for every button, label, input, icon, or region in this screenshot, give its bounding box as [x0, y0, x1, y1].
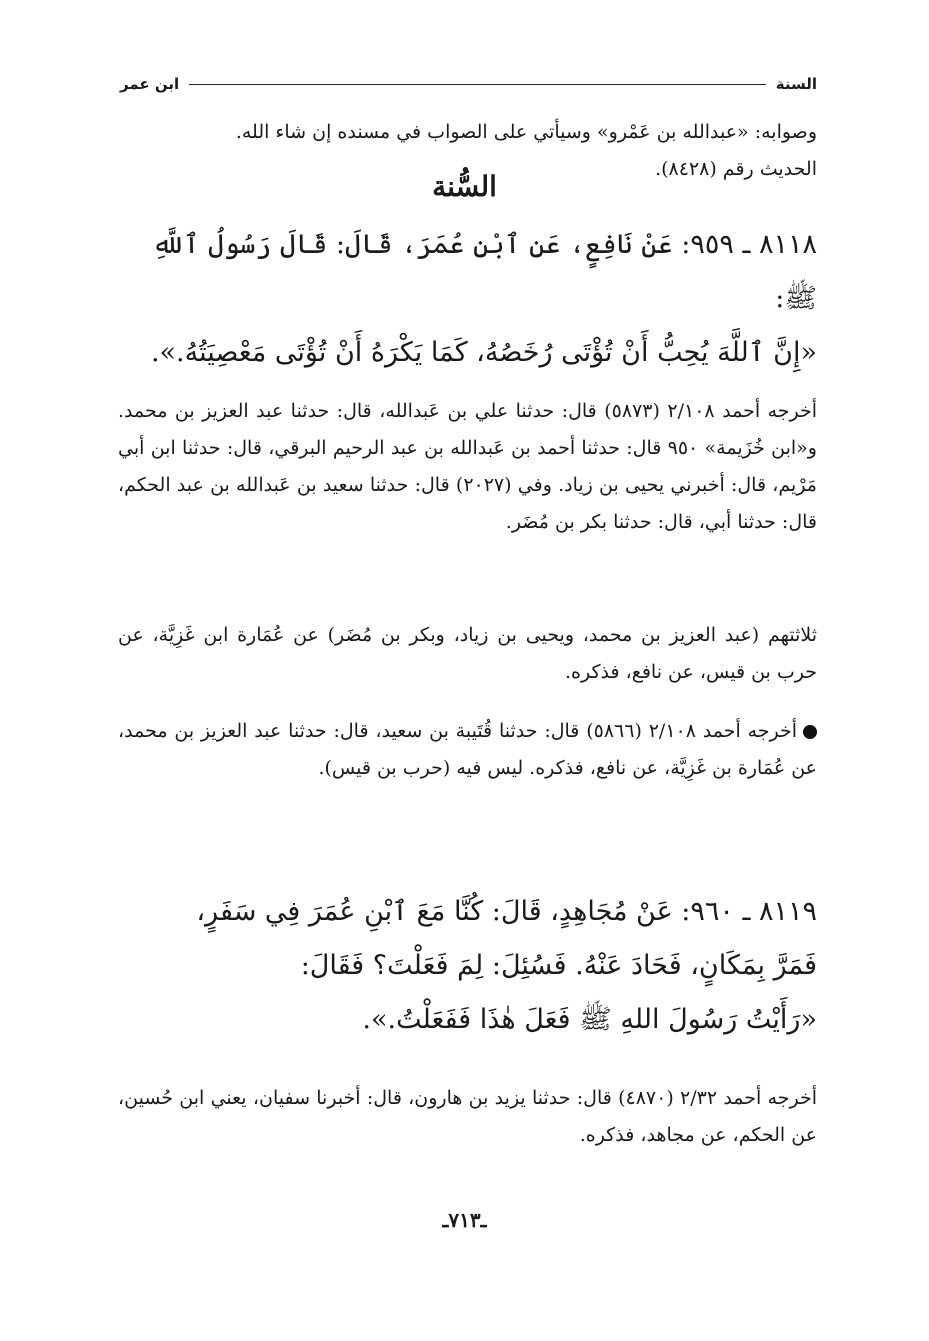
chapter-title: السنة: [775, 75, 817, 93]
page-number: ـ٧١٣ـ: [442, 1208, 487, 1232]
variant-text: أخرجه أحمد ٢/١٠٨ (٥٨٦٦) قال: حدثنا قُتَيبة بن سعيد، قال: حدثنا عبد العزيز بن محمد، عن عُمَارة بن غَزِيَّة، عن نافع، فذكره. ليس فيه (حرب بن قيس).: [118, 720, 817, 779]
intro-line: وصوابه: «عبدالله بن عَمْرو» وسيأتي على الصواب في مسنده إن شاء الله.: [235, 121, 817, 143]
bullet-icon: [803, 725, 817, 739]
intro-line: الحديث رقم (٨٤٢٨).: [655, 158, 817, 180]
hadith-8119: [118, 885, 817, 1047]
narrator-name: ابن عمر: [120, 75, 180, 93]
section-title: السُّنة: [432, 170, 497, 203]
hadith-matn: ٨١١٩ ـ ٩٦٠: عَنْ مُجَاهِدٍ، قَالَ: كُنَّا مَعَ ٱبْنِ عُمَرَ فِي سَفَرٍ،: [196, 896, 817, 927]
hadith-8118: [118, 218, 817, 380]
takhrij-8119: أخرجه أحمد ٢/٣٢ (٤٨٧٠) قال: حدثنا يزيد بن هارون، قال: أخبرنا سفيان، يعني ابن حُسين، عن الحكم، عن مجاهد، فذكره.: [118, 1087, 818, 1146]
hadith-matn: فَمَرَّ بِمَكَانٍ، فَحَادَ عَنْهُ. فَسُئِلَ: لِمَ فَعَلْتَ؟ فَقَالَ:: [300, 950, 817, 981]
hadith-quote: «إِنَّ ٱللَّهَ يُحِبُّ أَنْ تُؤْتَى رُخَصُهُ، كَمَا يَكْرَهُ أَنْ تُؤْتَى مَعْصِيَتُهُ.».: [150, 337, 817, 368]
header-rule: [189, 84, 766, 85]
takhrij-8118: أخرجه أحمد ٢/١٠٨ (٥٨٧٣) قال: حدثنا علي بن عَبدالله، قال: حدثنا عبد العزيز بن محمد. و«ابن خُزَيمة» ٩٥٠ قال: حدثنا أحمد بن عَبدالله بن عبد الرحيم البرقي، قال: حدثنا ابن أبي مَرْيم، قال: أخبرني يحيى بن زياد. وفي (٢٠٢٧) قال: حدثنا سعيد بن عَبدالله بن عبد الحكم، قال: حدثنا أبي، قال: حدثنا بكر بن مُضَر.: [118, 400, 818, 533]
running-head: [120, 72, 817, 96]
hadith-matn: ﷺ:: [775, 283, 817, 314]
hadith-matn: ٨١١٨ ـ ٩٥٩: عَنْ نَافِعٍ، عَنِ ٱبْنِ عُمَرَ، قَالَ: قَالَ رَسُولُ ٱللَّهِ: [151, 229, 817, 260]
variant-8118: [118, 713, 817, 787]
isnad-summary-8118: ثلاثتهم (عبد العزيز بن محمد، ويحيى بن زياد، وبكر بن مُضَر) عن عُمَارة ابن غَزِيَّة، عن حرب بن قيس، عن نافع، فذكره.: [118, 624, 817, 683]
hadith-quote: «رَأَيْتُ رَسُولَ اللهِ ﷺ فَعَلَ هٰذَا فَفَعَلْتُ.».: [362, 1004, 817, 1035]
